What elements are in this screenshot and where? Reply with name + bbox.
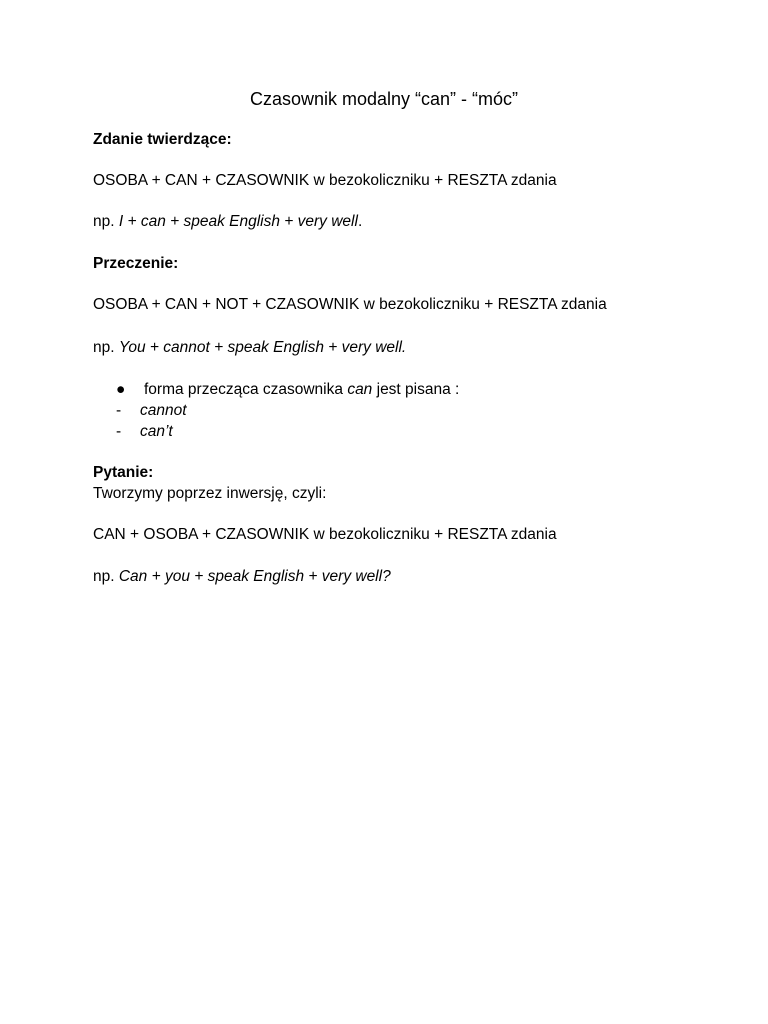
example-prefix: np.: [93, 339, 119, 356]
example-sentence: I + can + speak English + very well: [118, 213, 358, 230]
bullet-note-before: forma przecząca czasownika: [144, 381, 348, 398]
negative-form-item: can’t: [140, 423, 173, 440]
bullet-note-word: can: [347, 381, 373, 398]
question-intro: Tworzymy poprzez inwersję, czyli:: [93, 485, 327, 502]
dash-marker: -: [116, 423, 122, 440]
question-heading: Pytanie:: [93, 464, 154, 481]
negative-heading: Przeczenie:: [93, 255, 179, 272]
negative-formula: OSOBA + CAN + NOT + CZASOWNIK w bezokoliczniku + RESZTA zdania: [93, 296, 607, 313]
question-example: [93, 567, 391, 587]
dash-marker: -: [116, 402, 122, 419]
affirmative-example: [93, 212, 362, 232]
bullet-point: ●: [116, 381, 126, 398]
bullet-note-after: jest pisana :: [372, 381, 460, 398]
affirmative-heading: Zdanie twierdzące:: [93, 131, 232, 148]
page-title: Czasownik modalny “can” - “móc”: [249, 89, 519, 109]
negative-form-item: cannot: [140, 402, 187, 419]
example-prefix: np.: [93, 213, 119, 230]
example-prefix: np.: [93, 568, 119, 585]
bullet-note: [144, 380, 459, 400]
example-sentence: You + cannot + speak English + very well.: [118, 339, 407, 356]
example-suffix: .: [357, 213, 363, 230]
affirmative-formula: OSOBA + CAN + CZASOWNIK w bezokoliczniku + RESZTA zdania: [93, 172, 557, 189]
question-formula: CAN + OSOBA + CZASOWNIK w bezokoliczniku + RESZTA zdania: [93, 526, 557, 543]
negative-example: [93, 338, 406, 358]
example-sentence: Can + you + speak English + very well?: [118, 568, 391, 585]
